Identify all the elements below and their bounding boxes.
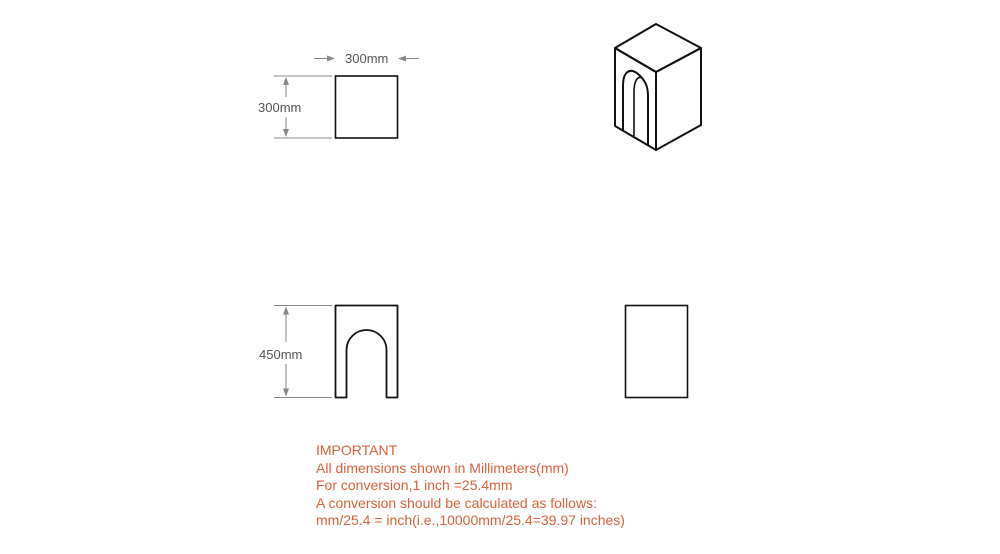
note-heading: IMPORTANT [316,442,398,458]
side-view-outline [626,306,688,398]
width-dimension-label: 300mm [345,51,389,66]
note-line-1: All dimensions shown in Millimeters(mm) [316,459,569,476]
top-view [336,76,398,138]
top-height-dimension-label: 300mm [258,100,302,115]
front-view [336,306,398,398]
iso-side-face [656,48,701,150]
top-view-outline [336,76,398,138]
note-line-3: A conversion should be calculated as follows: [316,494,597,511]
iso-top-face [615,24,701,72]
front-view-outline [336,306,398,398]
iso-front-face [615,48,656,150]
important-note [316,442,625,530]
note-line-2: For conversion,1 inch =25.4mm [316,477,513,493]
side-view [626,306,688,398]
isometric-view [615,24,701,150]
iso-arch-inner-edge [634,78,642,136]
front-height-dimension-label: 450mm [259,347,303,362]
note-line-4: mm/25.4 = inch(i.e.,10000mm/25.4=39.97 inches) [316,512,625,528]
